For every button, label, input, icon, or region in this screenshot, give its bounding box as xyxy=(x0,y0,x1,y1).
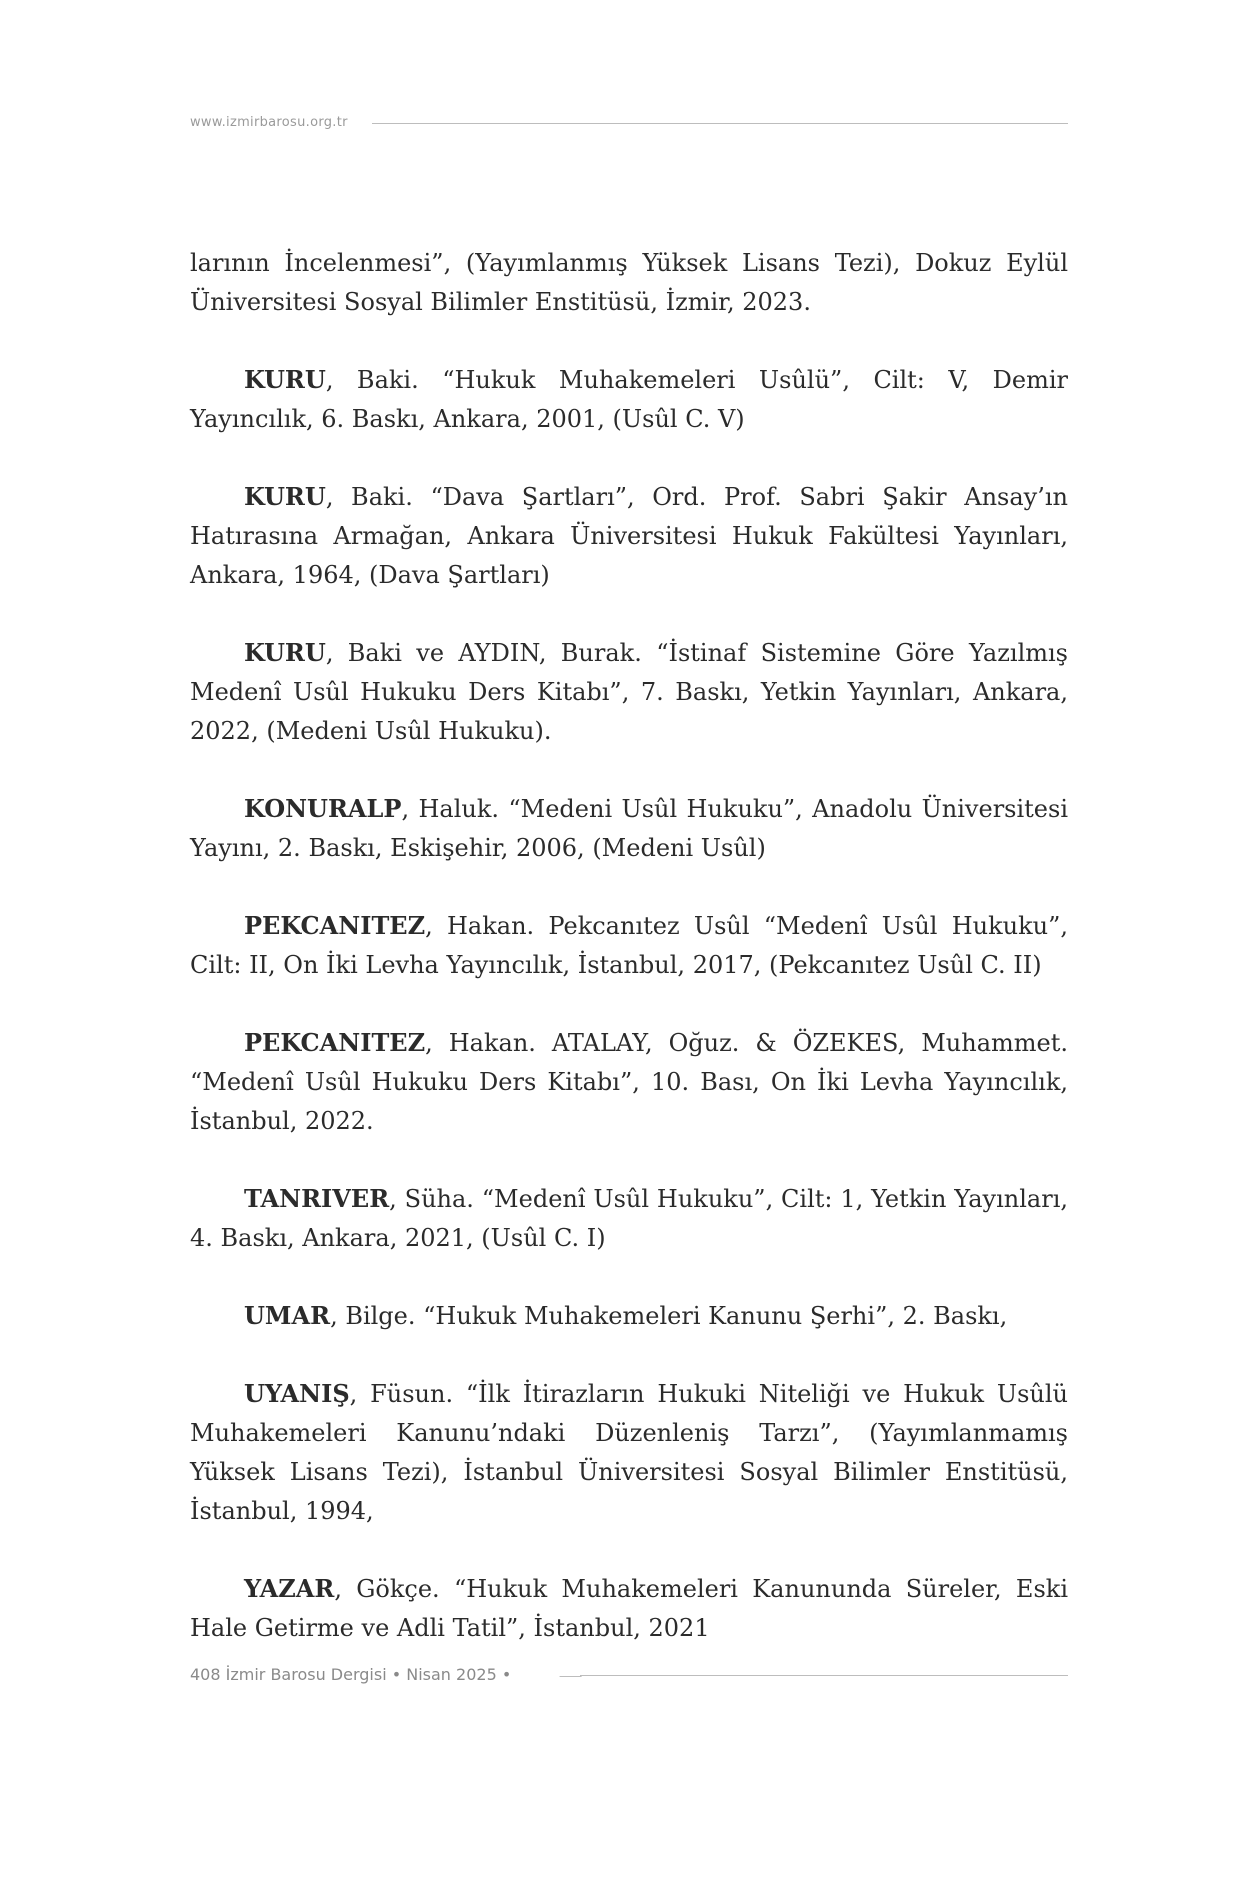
entry-author: KURU xyxy=(244,365,326,394)
entry-text: , Haluk. “Medeni Usûl Hukuku”, Anadolu Üniversitesi Yayını, 2. Baskı, Eskişehir, 2006, (Medeni Usûl) xyxy=(190,795,1068,862)
bibliography-entry-continuation xyxy=(190,244,1068,322)
bibliography-entry xyxy=(190,1023,1068,1141)
header-rule xyxy=(372,123,1068,124)
entry-text: , Hakan. Pekcanıtez Usûl “Medenî Usûl Hukuku”, Cilt: II, On İki Levha Yayıncılık, İstanbul, 2017, (Pekcanıtez Usûl C. II) xyxy=(190,912,1068,979)
entry-text: , Bilge. “Hukuk Muhakemeleri Kanunu Şerhi”, 2. Baskı, xyxy=(330,1302,1008,1330)
entry-text: , Gökçe. “Hukuk Muhakemeleri Kanununda Süreler, Eski Hale Getirme ve Adli Tatil”, İstanbul, 2021 xyxy=(190,1575,1068,1642)
bibliography-entry xyxy=(190,1569,1068,1648)
entry-text: , Füsun. “İlk İtirazların Hukuki Niteliği ve Hukuk Usûlü Muhakemeleri Kanunu’ndaki Düzenleniş Tarzı”, (Yayımlanmamış Yüksek Lisans Tezi), İstanbul Üniversitesi Sosyal Bilimler Enstitüsü, İstanbul, 1994, xyxy=(190,1380,1068,1525)
page-footer xyxy=(190,1662,1068,1688)
bibliography-entry xyxy=(190,360,1068,439)
bibliography-entry xyxy=(190,633,1068,751)
bibliography-list xyxy=(190,244,1068,1648)
entry-text: , Baki ve AYDIN, Burak. “İstinaf Sistemine Göre Yazılmış Medenî Usûl Hukuku Ders Kitabı”, 7. Baskı, Yetkin Yayınları, Ankara, 2022, (Medeni Usûl Hukuku). xyxy=(190,639,1068,745)
entry-author: UYANIŞ xyxy=(244,1379,350,1408)
bibliography-entry xyxy=(190,477,1068,595)
entry-author: UMAR xyxy=(244,1301,331,1330)
bibliography-entry xyxy=(190,1374,1068,1531)
entry-author: PEKCANITEZ xyxy=(244,1028,426,1057)
bibliography-entry xyxy=(190,1296,1068,1336)
footer-rule-notch xyxy=(550,1665,582,1677)
entry-text: , Süha. “Medenî Usûl Hukuku”, Cilt: 1, Yetkin Yayınları, 4. Baskı, Ankara, 2021, (Usûl C. I) xyxy=(190,1185,1068,1252)
entry-text: , Hakan. ATALAY, Oğuz. & ÖZEKES, Muhammet. “Medenî Usûl Hukuku Ders Kitabı”, 10. Bası, On İki Levha Yayıncılık, İstanbul, 2022. xyxy=(190,1029,1068,1135)
entry-author: KONURALP xyxy=(244,794,402,823)
entry-author: KURU xyxy=(244,638,326,667)
entry-author: TANRIVER xyxy=(244,1184,390,1213)
header-url: www.izmirbarosu.org.tr xyxy=(190,115,348,130)
entry-author: YAZAR xyxy=(244,1574,335,1603)
entry-text: , Baki. “Dava Şartları”, Ord. Prof. Sabri Şakir Ansay’ın Hatırasına Armağan, Ankara Üniversitesi Hukuk Fakültesi Yayınları, Ankara, 1964, (Dava Şartları) xyxy=(190,483,1068,589)
entry-text: larının İncelenmesi”, (Yayımlanmış Yüksek Lisans Tezi), Dokuz Eylül Üniversitesi Sosyal Bilimler Enstitüsü, İzmir, 2023. xyxy=(190,249,1068,316)
entry-author: PEKCANITEZ xyxy=(244,911,426,940)
bibliography-entry xyxy=(190,906,1068,985)
page-header xyxy=(190,113,1068,133)
bibliography-entry xyxy=(190,1179,1068,1258)
footer-rule xyxy=(580,1675,1068,1676)
bibliography-entry xyxy=(190,789,1068,868)
footer-page-info: 408 İzmir Barosu Dergisi • Nisan 2025 • xyxy=(190,1665,512,1684)
entry-text: , Baki. “Hukuk Muhakemeleri Usûlü”, Cilt: V, Demir Yayıncılık, 6. Baskı, Ankara, 2001, (Usûl C. V) xyxy=(190,366,1068,433)
entry-author: KURU xyxy=(244,482,326,511)
